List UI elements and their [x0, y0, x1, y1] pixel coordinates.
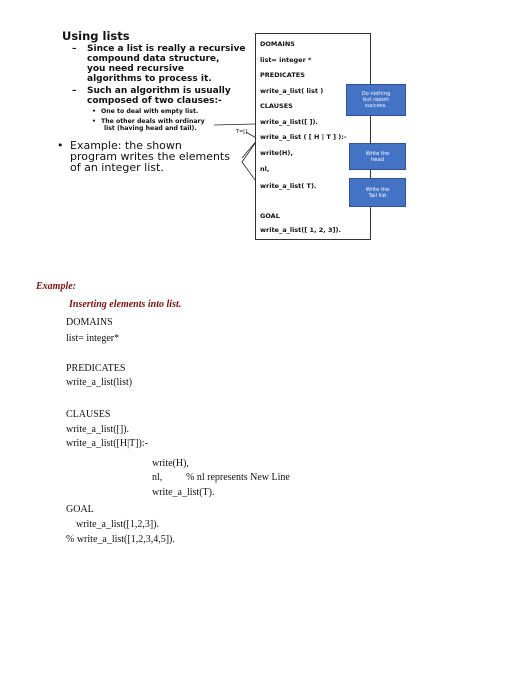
callout-write-head-line-2: head	[371, 156, 384, 163]
code-goal-line: write_a_list([ 1, 2, 3]).	[260, 226, 341, 234]
code-domains-heading: DOMAINS	[260, 40, 295, 48]
bullet-marker: •	[57, 139, 64, 152]
example-point-line-2: program writes the elements	[70, 150, 230, 163]
example-domains-line: list= integer*	[66, 333, 120, 344]
code-goal-heading: GOAL	[260, 212, 280, 220]
callout-write-head	[349, 143, 406, 170]
point-1-line-1: Since a list is really a recursive	[87, 44, 246, 54]
callout-write-tail	[349, 178, 406, 207]
code-domains-line: list= integer *	[260, 56, 312, 64]
point-1-line-3: you need recursive	[87, 64, 184, 74]
example-domains-heading: DOMAINS	[66, 317, 113, 328]
callout-write-head-line-1: Write the	[365, 150, 390, 157]
example-goal-comment-line: % write_a_list([1,2,3,4,5]).	[66, 534, 175, 545]
callout-do-nothing-line-3: success.	[365, 103, 387, 109]
example-nl-comment: % nl represents New Line	[186, 472, 290, 483]
sub-point-1: One to deal with empty list.	[101, 108, 199, 115]
example-point-line-3: of an integer list.	[70, 161, 164, 174]
dash-marker: –	[72, 44, 77, 54]
connector-line	[214, 124, 256, 125]
callout-write-tail-line-1: Write the	[365, 186, 390, 193]
sub-point-2-line-1: The other deals with ordinary	[101, 118, 205, 125]
code-write-tail: write_a_list( T).	[260, 182, 317, 190]
example-goal-line: write_a_list([1,2,3]).	[76, 519, 160, 530]
code-predicates-line: write_a_list( list )	[260, 87, 324, 95]
example-nl: nl,	[152, 472, 163, 483]
point-2-line-1: Such an algorithm is usually	[87, 86, 231, 96]
sub-point-2-line-2: list (having head and tail).	[104, 125, 197, 132]
code-predicates-heading: PREDICATES	[260, 71, 305, 79]
example-write-tail: write_a_list(T).	[152, 487, 215, 498]
code-write-h: write(H),	[260, 149, 293, 157]
slide-image	[0, 0, 523, 245]
code-box	[255, 33, 371, 240]
callout-do-nothing-line-2: but report	[362, 97, 390, 103]
example-predicates-line: write_a_list(list)	[66, 377, 133, 388]
point-2-line-2: composed of two clauses:-	[87, 96, 222, 106]
code-clause-head-tail: write_a_list ( [ H | T ] ):-	[260, 133, 347, 141]
example-point-line-1: Example: the shown	[70, 139, 182, 152]
point-1-line-2: compound data structure,	[87, 54, 220, 64]
example-write-h: write(H),	[152, 458, 189, 469]
example-goal-heading: GOAL	[66, 504, 94, 515]
tail-empty-label: T=[]	[236, 129, 248, 135]
point-1-line-4: algorithms to process it.	[87, 74, 212, 84]
slide-title: Using lists	[62, 29, 130, 43]
callout-do-nothing-line-1: Do nothing	[361, 91, 391, 97]
dash-marker: –	[72, 86, 77, 96]
callout-write-tail-line-2: Tail list	[368, 192, 387, 199]
example-clause-empty: write_a_list([]).	[66, 424, 130, 435]
code-nl: nl,	[260, 165, 270, 173]
sub-bullet-marker: •	[92, 108, 96, 115]
sub-bullet-marker: •	[92, 118, 96, 125]
example-subtitle: Inserting elements into list.	[69, 299, 182, 310]
example-predicates-heading: PREDICATES	[66, 363, 126, 374]
callout-do-nothing	[346, 84, 406, 116]
example-clauses-heading: CLAUSES	[66, 409, 111, 420]
code-clauses-heading: CLAUSES	[260, 102, 293, 110]
example-label: Example:	[36, 281, 76, 292]
code-clause-empty: write_a_list([ ]).	[260, 118, 318, 126]
example-clause-head-tail: write_a_list([H|T]):-	[66, 438, 148, 449]
